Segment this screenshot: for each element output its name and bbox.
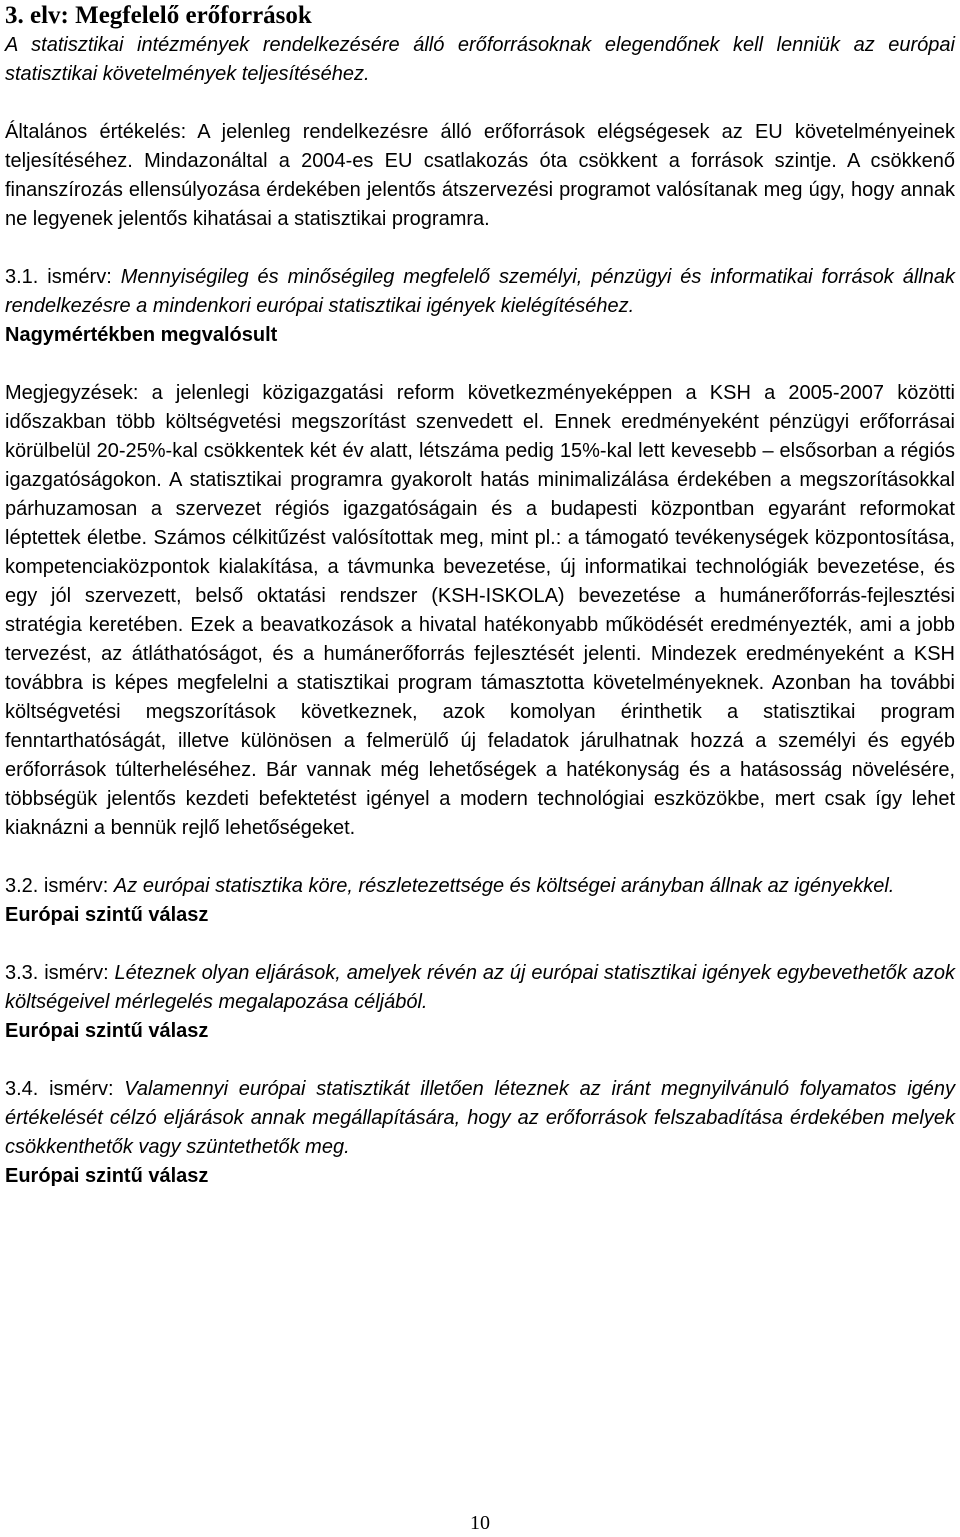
section-heading: 3. elv: Megfelelő erőforrások — [5, 2, 312, 29]
criterion-label: 3.2. ismérv: — [5, 875, 114, 897]
criterion-text: Léteznek olyan eljárások, amelyek révén az új európai statisztikai igények egybevethetők azok költségeivel mérlegelés megalapozása céljából. — [5, 962, 956, 1013]
criterion-status: Európai szintű válasz — [5, 904, 209, 926]
criterion-label: 3.3. ismérv: — [5, 962, 115, 984]
criterion-3-1 — [5, 263, 955, 321]
criterion-text: Mennyiségileg és minőségileg megfelelő személyi, pénzügyi és informatikai források állnak rendelkezésre a mindenkori európai statisztikai igények kielégítéséhez. — [5, 266, 955, 317]
criterion-status: Európai szintű válasz — [5, 1020, 209, 1042]
general-evaluation: Általános értékelés: A jelenleg rendelkezésre álló erőforrások elégségesek az EU követelményeinek teljesítéséhez. Mindazonáltal a 2004-es EU csatlakozás óta csökkent a források szintje. A csökkenő finanszírozás ellensúlyozása érdekében jelentős átszervezési programot valósítanak meg úgy, hogy annak ne legyenek jelentős kihatásai a statisztikai programra. — [5, 121, 955, 230]
principle-statement: A statisztikai intézmények rendelkezésére álló erőforrásoknak elegendőnek kell lenniük az európai statisztikai követelmények teljesítéséhez. — [5, 34, 955, 85]
criterion-3-3 — [5, 959, 955, 1017]
page-number: 10 — [470, 1512, 490, 1534]
criterion-text: Valamennyi európai statisztikát illetően léteznek az iránt megnyilvánuló folyamatos igény értékelését célzó eljárások annak megállapítására, hogy az erőforrások felszabadítása érdekében melyek csökkenthetők vagy szüntethetők meg. — [5, 1078, 956, 1158]
criterion-label: 3.4. ismérv: — [5, 1078, 125, 1100]
criterion-status: Nagymértékben megvalósult — [5, 324, 278, 346]
criterion-3-2 — [5, 872, 955, 901]
document-page — [5, 0, 955, 1191]
criterion-label: 3.1. ismérv: — [5, 266, 121, 288]
criterion-3-4 — [5, 1075, 955, 1162]
criterion-text: Az európai statisztika köre, részletezettsége és költségei arányban állnak az igényekkel. — [113, 875, 895, 897]
notes-paragraph: Megjegyzések: a jelenlegi közigazgatási reform következményeképpen a KSH a 2005-2007 közötti időszakban több költségvetési megszorítást szenvedett el. Ennek eredményeként pénzügyi erőforrásai körülbelül 20-25%-kal csökkentek két év alatt, létszáma pedig 15%-kal lett kevesebb – elsősorban a régiós igazgatóságokon. A statisztikai programra gyakorolt hatás minimalizálása érdekében a megszorításokkal párhuzamosan a szervezet régiós igazgatóságain és a budapesti központban egyaránt reformokat léptettek életbe. Számos célkitűzést valósítottak meg, mint pl.: a támogató tevékenységek központosítása, kompetenciaközpontok kialakítása, a távmunka bevezetése, új informatikai technológiák bevezetése, és egy jól szervezett, belső oktatási rendszer (KSH-ISKOLA) bevezetése a humánerőforrás-fejlesztési stratégia keretében. Ezek a beavatkozások a hivatal hatékonyabb működését eredményezték, ami a jobb tervezést, az átláthatóságot, és a humánerőforrás fejlesztését jelenti. Mindezek eredményeként a KSH továbbra is képes megfelelni a statisztikai program támasztotta követelményeknek. Azonban ha további költségvetési megszorítások következnek, azok komolyan érinthetik a statisztikai program fenntarthatóságát, illetve különösen a felmerülő új feladatok járulhatnak hozzá a személyi és egyéb erőforrások túlterheléséhez. Bár vannak még lehetőségek a hatékonyság és a hatásosság növelésére, többségük jelentős kezdeti befektetést igényel a modern technológiai eszközökbe, mert csak így lehet kiaknázni a bennük rejlő lehetőségeket. — [5, 382, 955, 839]
criterion-status: Európai szintű válasz — [5, 1165, 209, 1187]
